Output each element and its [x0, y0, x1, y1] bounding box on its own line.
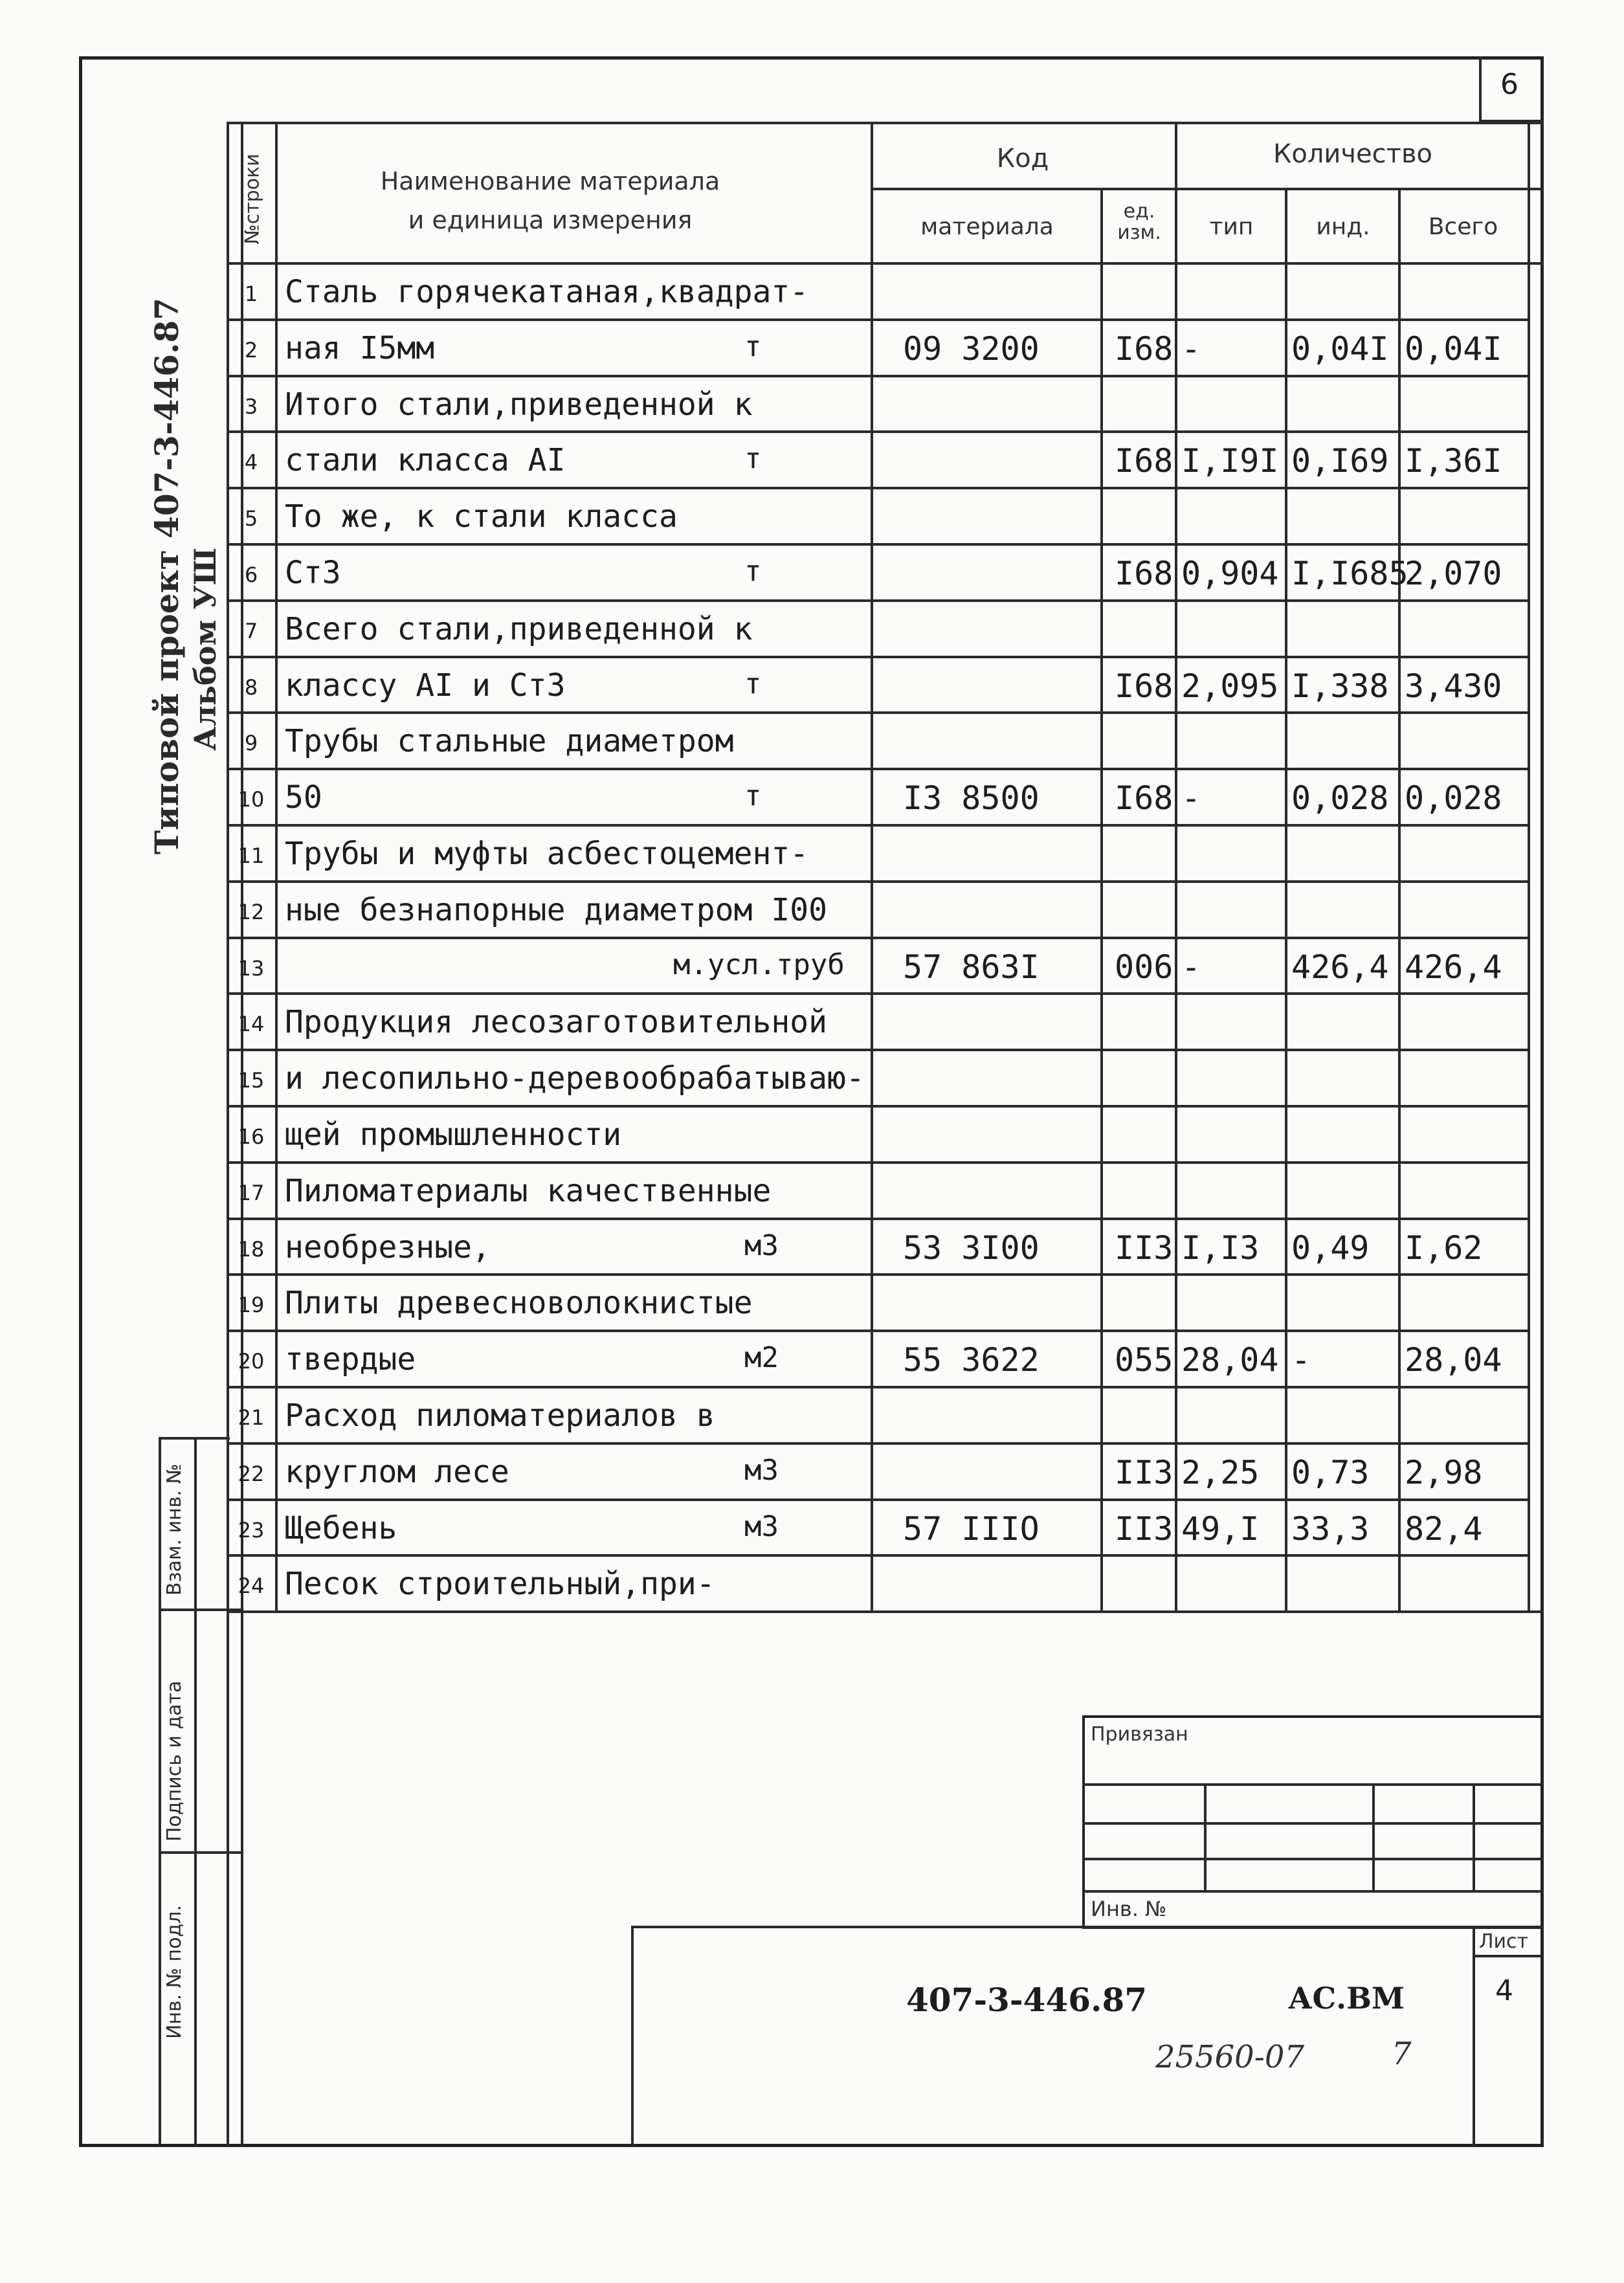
material-name: круглом лесе — [285, 1454, 509, 1490]
code-unit: I68 — [1115, 779, 1174, 817]
row-separator — [227, 768, 1528, 770]
row-number: 24 — [238, 1574, 265, 1598]
material-name: Всего стали,приведенной к — [285, 611, 753, 647]
row-number: 14 — [238, 1012, 265, 1036]
row-separator — [227, 992, 1528, 995]
qty-total: I,36I — [1405, 442, 1502, 480]
material-name: Пиломатериалы качественные — [285, 1173, 772, 1209]
row-number: 18 — [238, 1237, 265, 1262]
unit-of-measure: м.усл.труб — [673, 948, 845, 981]
row-separator — [227, 1218, 1528, 1220]
qty-individual: I,338 — [1291, 667, 1389, 705]
margin-vzam-inv: Взам. инв. № — [163, 1464, 186, 1596]
row-separator — [227, 487, 1528, 489]
qty-type: I,I9I — [1181, 442, 1279, 480]
row-number: 16 — [238, 1124, 265, 1149]
privyazan-vline-1 — [1204, 1783, 1207, 1890]
unit-of-measure: м3 — [744, 1454, 779, 1487]
row-number: 9 — [244, 731, 258, 755]
row-separator — [227, 1273, 1528, 1276]
col-tip-right — [1285, 188, 1287, 1612]
qty-total: I,62 — [1405, 1229, 1483, 1267]
qty-individual: I,I685 — [1291, 555, 1408, 592]
qty-type: 2,25 — [1181, 1454, 1260, 1491]
qty-type: 2,095 — [1181, 667, 1279, 705]
title-block-top — [631, 1926, 1544, 1928]
qty-total: 28,04 — [1405, 1341, 1502, 1379]
qty-type: - — [1181, 330, 1201, 368]
title-block-left — [631, 1926, 634, 2146]
header-code-unit: ед. изм. — [1117, 200, 1161, 244]
qty-individual: 33,3 — [1291, 1510, 1370, 1548]
row-separator — [227, 1498, 1528, 1501]
qty-total: 82,4 — [1405, 1510, 1483, 1548]
doc-mark: АС.ВМ — [1288, 1981, 1405, 2016]
row-number: 19 — [238, 1293, 265, 1317]
row-number: 5 — [244, 506, 258, 531]
row-separator — [227, 937, 1528, 939]
material-name: 50 — [285, 779, 322, 816]
side-title-line1: Типовой проект 407-3-446.87 — [148, 297, 186, 854]
code-unit: II3 — [1115, 1454, 1174, 1491]
col-ind-right — [1398, 188, 1401, 1612]
row-number: 4 — [244, 450, 258, 474]
unit-of-measure: м3 — [744, 1229, 779, 1262]
material-name: Продукция лесозаготовительной — [285, 1004, 828, 1040]
unit-of-measure: т — [744, 442, 762, 475]
row-separator — [227, 318, 1528, 321]
header-qty: Количество — [1273, 139, 1432, 169]
qty-individual: 426,4 — [1291, 948, 1389, 986]
row-number: 15 — [238, 1068, 265, 1093]
code-unit: I68 — [1115, 330, 1174, 368]
margin-podpis-data: Подпись и дата — [163, 1680, 186, 1842]
row-separator — [227, 1386, 1528, 1388]
material-name: стали класса АI — [285, 442, 566, 478]
col-table-right — [1528, 122, 1530, 1610]
table-top-border — [227, 122, 1544, 124]
margin-sep-2 — [159, 1609, 243, 1611]
code-unit: I68 — [1115, 667, 1174, 705]
material-code: 57 IIIO — [903, 1510, 1040, 1548]
col-rowno-left — [227, 122, 229, 2146]
row-separator — [227, 375, 1528, 377]
material-code: I3 8500 — [903, 779, 1040, 817]
row-number: 23 — [238, 1518, 265, 1542]
row-number: 7 — [244, 619, 258, 643]
row-separator — [227, 824, 1528, 827]
material-name: ная I5мм — [285, 330, 435, 366]
material-name: Плиты древесноволокнистые — [285, 1285, 753, 1321]
page-number: 6 — [1500, 68, 1518, 101]
row-separator — [227, 1049, 1528, 1051]
row-separator — [227, 880, 1528, 883]
handwritten-inventory-number: 25560-07 — [1155, 2039, 1304, 2075]
qty-individual: 0,I69 — [1291, 442, 1389, 480]
inv-no-label: Инв. № — [1091, 1897, 1167, 1921]
row-separator — [227, 1161, 1528, 1164]
material-code: 53 3I00 — [903, 1229, 1040, 1267]
material-code: 09 3200 — [903, 330, 1040, 368]
unit-of-measure: т — [744, 779, 762, 812]
row-number: 10 — [238, 787, 265, 812]
qty-type: 49,I — [1181, 1510, 1260, 1548]
list-number: 4 — [1495, 1974, 1513, 2007]
row-separator — [227, 711, 1528, 714]
header-qty-ind: инд. — [1316, 214, 1370, 240]
header-qty-type: тип — [1209, 214, 1254, 240]
qty-type: I,I3 — [1181, 1229, 1260, 1267]
row-separator — [227, 1105, 1528, 1108]
header-qty-total: Всего — [1428, 214, 1498, 240]
header-name: Наименование материала — [380, 167, 720, 195]
row-number: 3 — [244, 394, 258, 419]
row-number: 8 — [244, 675, 258, 700]
qty-individual: - — [1291, 1341, 1311, 1379]
row-number: 17 — [238, 1181, 265, 1205]
table-bottom-border — [241, 1610, 1544, 1613]
col-code-right — [1100, 188, 1103, 1612]
qty-individual: 0,04I — [1291, 330, 1389, 368]
material-name: Расход пиломатериалов в — [285, 1398, 715, 1434]
qty-type: - — [1181, 779, 1201, 817]
row-separator — [227, 430, 1528, 433]
header-code-material: материала — [920, 214, 1054, 240]
privyazan-vline-3 — [1473, 1783, 1475, 1890]
margin-sep-1 — [159, 1437, 230, 1440]
qty-total: 2,070 — [1405, 555, 1502, 592]
privyazan-vline-2 — [1372, 1783, 1375, 1890]
page-number-box-left — [1479, 56, 1482, 121]
row-separator — [227, 543, 1528, 546]
material-name: твердые — [285, 1341, 416, 1377]
material-name: щей промышленности — [285, 1117, 622, 1153]
handwritten-page-number: 7 — [1392, 2036, 1412, 2072]
privyazan-label: Привязан — [1091, 1723, 1188, 1746]
row-separator — [227, 1554, 1528, 1557]
code-unit: I68 — [1115, 442, 1174, 480]
row-separator — [227, 599, 1528, 602]
margin-inner-line — [194, 1437, 197, 2146]
list-label: Лист — [1479, 1930, 1529, 1953]
header-bottom-border — [227, 262, 1544, 265]
row-number: 22 — [238, 1462, 265, 1486]
unit-of-measure: м2 — [744, 1341, 779, 1374]
unit-of-measure: т — [744, 555, 762, 588]
margin-sep-3 — [159, 1851, 243, 1854]
row-separator — [227, 1330, 1528, 1332]
row-number: 11 — [238, 843, 265, 868]
material-code: 55 3622 — [903, 1341, 1040, 1379]
unit-of-measure: м3 — [744, 1510, 779, 1543]
qty-type: 0,904 — [1181, 555, 1279, 592]
code-unit: II3 — [1115, 1510, 1174, 1548]
unit-of-measure: т — [744, 667, 762, 700]
unit-of-measure: т — [744, 330, 762, 363]
qty-type: 28,04 — [1181, 1341, 1279, 1379]
material-name: Ст3 — [285, 555, 341, 591]
row-number: 12 — [238, 900, 265, 924]
material-name: Трубы стальные диаметром — [285, 723, 734, 759]
doc-code: 407-3-446.87 — [906, 1981, 1148, 2019]
material-name: Щебень — [285, 1510, 397, 1546]
row-number: 21 — [238, 1405, 265, 1430]
material-name: Песок строительный,при- — [285, 1566, 715, 1602]
row-number: 20 — [238, 1349, 265, 1374]
code-unit: 055 — [1115, 1341, 1174, 1379]
material-name: классу АI и Ст3 — [285, 667, 566, 704]
qty-individual: 0,73 — [1291, 1454, 1370, 1491]
qty-total: 426,4 — [1405, 948, 1502, 986]
qty-total: 3,430 — [1405, 667, 1502, 705]
qty-total: 2,98 — [1405, 1454, 1483, 1491]
material-name: Трубы и муфты асбестоцемент- — [285, 836, 809, 872]
header-sub-border — [871, 188, 1544, 190]
header-row-no: №строки — [241, 153, 264, 245]
material-name: и лесопильно-деревообрабатываю- — [285, 1060, 865, 1097]
material-code: 57 863I — [903, 948, 1040, 986]
title-block-list-sep — [1473, 1955, 1544, 1957]
material-name: необрезные, — [285, 1229, 491, 1265]
row-number: 13 — [238, 956, 265, 981]
row-separator — [227, 656, 1528, 658]
row-number: 6 — [244, 562, 258, 587]
qty-individual: 0,49 — [1291, 1229, 1370, 1267]
code-unit: I68 — [1115, 555, 1174, 592]
margin-outer-line — [159, 1437, 161, 2146]
margin-inv-podl: Инв. № подл. — [163, 1905, 186, 2039]
qty-type: - — [1181, 948, 1201, 986]
code-unit: II3 — [1115, 1229, 1174, 1267]
row-separator — [227, 1442, 1528, 1445]
title-block-list-left — [1473, 1926, 1475, 2146]
material-name: Итого стали,приведенной к — [285, 386, 753, 423]
row-number: 1 — [244, 282, 258, 306]
side-title-line2: Альбом УШ — [188, 547, 223, 751]
material-name: То же, к стали класса — [285, 498, 678, 535]
code-unit: 006 — [1115, 948, 1174, 986]
header-name-line2: и единица измерения — [408, 206, 693, 234]
material-name: ные безнапорные диаметром I00 — [285, 892, 828, 928]
row-number: 2 — [244, 338, 258, 362]
qty-individual: 0,028 — [1291, 779, 1389, 817]
material-name: Сталь горячекатаная,квадрат- — [285, 274, 809, 310]
privyazan-line-4 — [1082, 1890, 1544, 1893]
header-code: Код — [996, 144, 1049, 173]
qty-total: 0,028 — [1405, 779, 1502, 817]
qty-total: 0,04I — [1405, 330, 1502, 368]
